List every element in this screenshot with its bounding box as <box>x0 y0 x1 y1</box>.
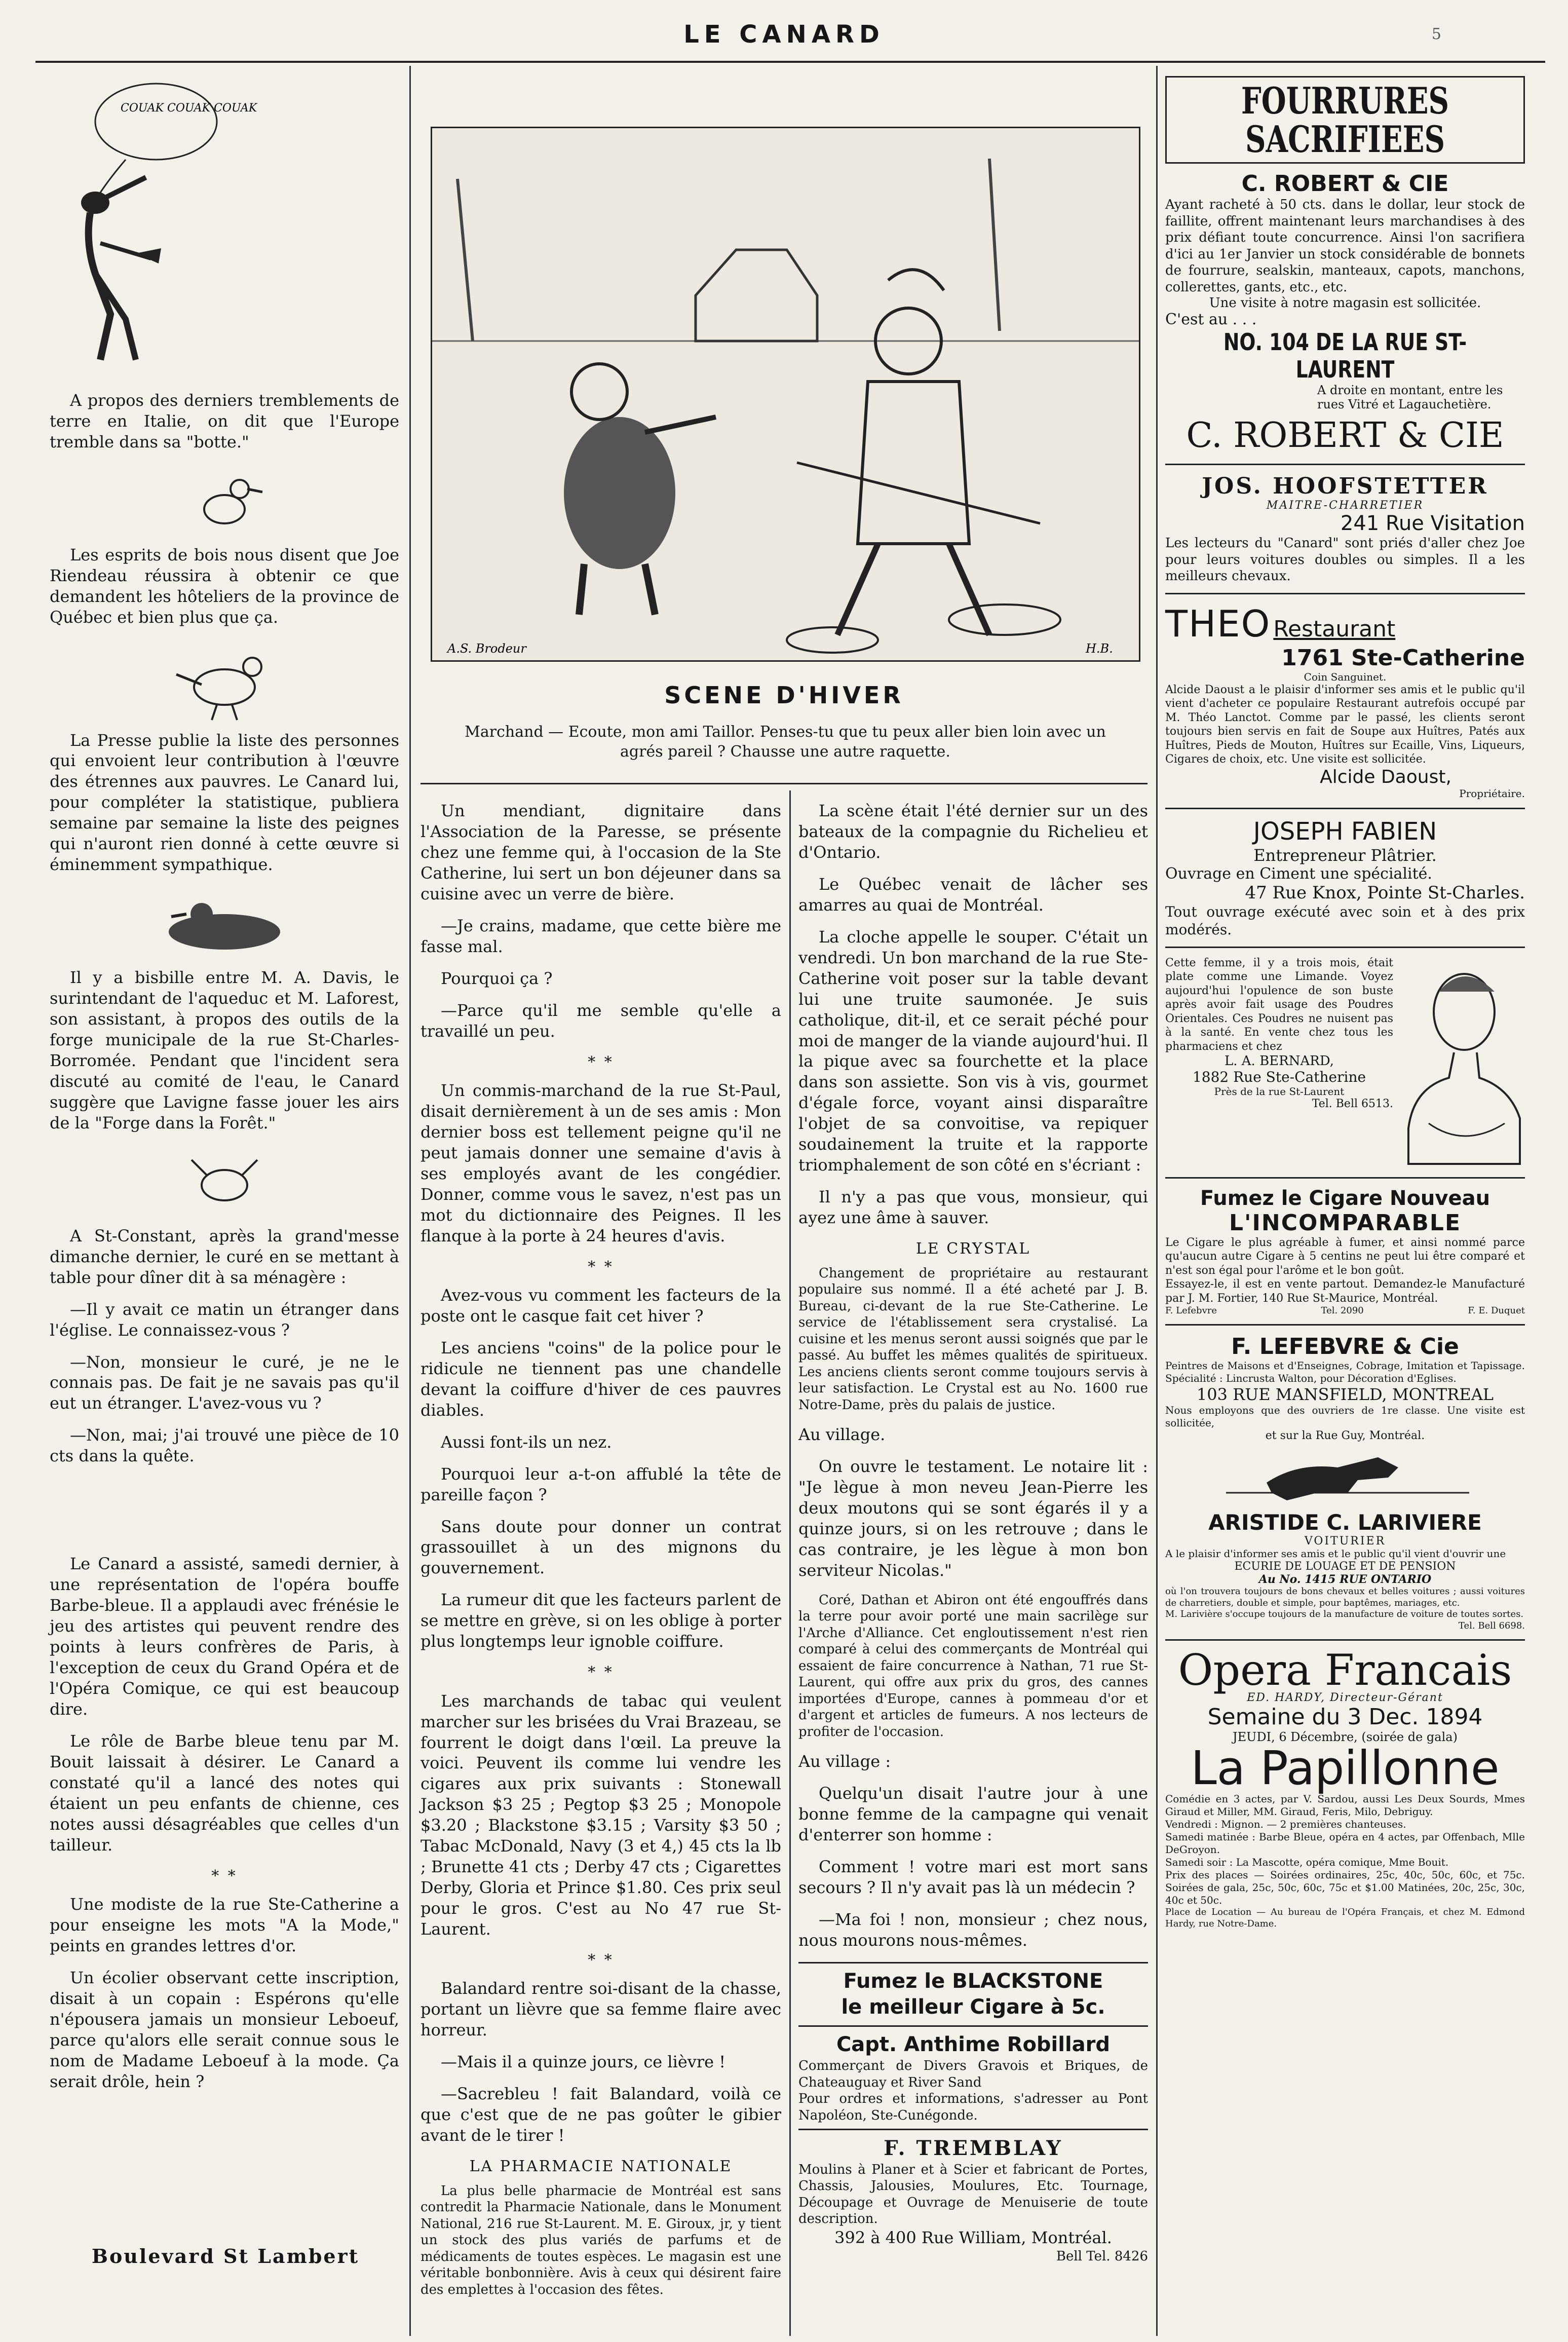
col1-paragraph-10: Le rôle de Barbe bleue tenu par M. Bouit laissait à désirer. Le Canard a constaté qu'il a lancé des notes qui étaient un peu enfants de chienne, ces notes aussi désagréables que celles d'un tailleur. <box>50 1731 399 1855</box>
ad-opera-play: La Papillonne <box>1191 1741 1500 1795</box>
ad-lariviere-text-3: M. Larivière s'occupe toujours de la manufacture de voiture de toutes sortes. <box>1165 1609 1524 1620</box>
ad-lariviere-subtitle: VOITURIER <box>1304 1535 1386 1548</box>
artist-signature-right: H.B. <box>1086 641 1113 656</box>
ad-theo-text: Alcide Daoust a le plaisir d'informer ses amis et le public qu'il vient d'acheter ce populaire Restaurant autrefois occupé par M. Théo Lanctot. Comme par le passé, les clients seront toujours bien servis en fait de Soupe aux Huîtres, Patés aux Huîtres, Pieds de Mouton, Huîtres sur Ecaille, Vins, Liqueurs, Cigares de choix, etc. Une visite est sollicitée. <box>1165 683 1525 766</box>
ad-cigare-line-1: Fumez le Cigare Nouveau <box>1200 1186 1490 1210</box>
masthead-title: LE CANARD <box>683 20 885 49</box>
ad-opera-text-5: Prix des places — Soirées ordinaires, 25c, 40c, 50c, 60c, et 75c. Soirées de gala, 25c, 50c, 60c, 75c et $1.00 Matinées, 20c, 25c, 30c, 40c et 50c. <box>1165 1869 1525 1907</box>
ad-robillard-title: Capt. Anthime Robillard <box>836 2033 1111 2057</box>
col1-paragraph-9: Le Canard a assisté, samedi dernier, à une représentation de l'opéra bouffe Barbe-bleue. Il a applaudi avec frénésie le jeu des artistes qui peuvent rendre des points à leurs confrères de Paris, à l'exception de ceux du Grand Opéra et de l'Opéra Comique, ce qui est beaucoup dire. <box>50 1554 399 1719</box>
col2-paragraph-11: La rumeur dit que les facteurs parlent de se mettre en grève, si on les oblige à porter plus longtemps leur ignoble coiffure. <box>420 1590 781 1651</box>
footer-boulevard: Boulevard St Lambert <box>91 2245 360 2268</box>
ad-opera-text-2: Vendredi : Mignon. — 2 premières chanteuses. <box>1165 1818 1406 1831</box>
column-rule-2 <box>789 790 791 2336</box>
ad-fourrures-title: FOURRURES SACRIFIEES <box>1241 79 1449 161</box>
ad-separator <box>1165 1639 1525 1641</box>
column-3 <box>798 801 1148 2270</box>
ad-lefebvre-text-2: Nous employons que des ouvriers de 1re classe. Une visite est sollicitée, <box>1165 1404 1525 1429</box>
col1-paragraph-2: Les esprits de bois nous disent que Joe Riendeau réussira à obtenir ce que demandent les hôteliers de la province de Québec et bien plus que ça. <box>50 545 399 627</box>
ad-fabien-title: JOSEPH FABIEN <box>1253 817 1437 846</box>
ad-separator <box>1165 593 1525 594</box>
ad-opera-week: Semaine du 3 Dec. 1894 <box>1207 1704 1483 1730</box>
ad-opera-date: JEUDI, 6 Décembre, (soirée de gala) <box>1233 1729 1458 1744</box>
winter-scene-illustration <box>431 127 1140 662</box>
separator-asterism: * * <box>211 1867 238 1885</box>
ad-lefebvre-text: Peintres de Maisons et d'Enseignes, Cobrage, Imitation et Tapissage. Spécialité : Lincrusta Walton, pour Décoration d'Eglises. <box>1165 1359 1525 1385</box>
ad-cigare-text: Le Cigare le plus agréable à fumer, et ainsi nommé parce qu'aucun autre Cigare à 5 centins ne peut lui être comparé et n'est son égal pour l'arôme et le bon goût. <box>1165 1236 1525 1277</box>
ad-tremblay-tel: Bell Tel. 8426 <box>1056 2248 1148 2264</box>
ad-bernard-address: 1882 Rue Ste-Catherine <box>1192 1069 1366 1086</box>
column-rule-3 <box>1156 66 1158 2336</box>
col2-paragraph-8: Aussi font-ils un nez. <box>441 1432 612 1452</box>
illustration-rule <box>420 783 1148 784</box>
col2-paragraph-10: Sans doute pour donner un contrat grassouillet à un des mignons du gouvernement. <box>420 1517 781 1578</box>
ad-cigare-line-2: L'INCOMPARABLE <box>1229 1210 1461 1236</box>
ad-jos-text: Les lecteurs du "Canard" sont priés d'aller chez Joe pour leurs voitures doubles ou simples. Il a les meilleurs chevaux. <box>1165 536 1525 584</box>
col3-paragraph-1: La scène était l'été dernier sur un des bateaux de la compagnie du Richelieu et d'Ontario. <box>798 801 1148 862</box>
ad-tremblay-title: F. TREMBLAY <box>884 2136 1063 2161</box>
column-1 <box>50 76 399 2103</box>
ad-robert-cest: C'est au . . . <box>1165 311 1257 329</box>
pharmacie-text: La plus belle pharmacie de Montréal est sans contredit la Pharmacie Nationale, dans le Monument National, 216 rue St-Laurent. M. E. Giroux, jr, y tient un stock des plus variés de parfums et de médicaments de toutes espèces. Le magasin est une véritable bonbonnière. Avis à ceux qui désirent faire des emplettes à l'occasion des fêtes. <box>420 2183 781 2297</box>
ad-opera-title: Opera Francais <box>1178 1645 1512 1695</box>
ad-lefebvre-title: F. LEFEBVRE & Cie <box>1231 1334 1459 1360</box>
col2-paragraph-15: —Sacrebleu ! fait Balandard, voilà ce que c'est que de ne pas goûter le gibier avant de le tirer ! <box>420 2084 781 2145</box>
ad-robert-address: NO. 104 DE LA RUE ST-LAURENT <box>1223 328 1467 384</box>
ad-robert-address-2: A droite en montant, entre les rues Vitré et Lagauchetière. <box>1317 383 1503 412</box>
ad-theo-address: 1761 Ste-Catherine <box>1281 645 1525 671</box>
col2-paragraph-9: Pourquoi leur a-t-on affublé la tête de pareille façon ? <box>420 1464 781 1504</box>
col3-paragraph-6: On ouvre le testament. Le notaire lit : "Je lègue à mon neveu Jean-Pierre les deux moutons qui se sont égarés il y a quinze jours, si on les retrouve ; dans le cas contraire, je les lègue à mon bon serviteur Nicolas." <box>798 1456 1148 1580</box>
col1-paragraph-1: A propos des derniers tremblements de terre en Italie, on dit que l'Europe tremble dans sa "botte." <box>50 390 399 451</box>
ad-theo-sign: Alcide Daoust, <box>1320 766 1451 787</box>
ad-fabien-subtitle: Entrepreneur Plâtrier. <box>1253 845 1437 865</box>
ad-robillard-text-2: Pour ordres et informations, s'adresser au Pont Napoléon, Ste-Cunégonde. <box>798 2091 1148 2123</box>
ad-fabien-text-2: Tout ouvrage exécuté avec soin et à des prix modérés. <box>1165 903 1525 938</box>
col3-paragraph-3: La cloche appelle le souper. C'était un vendredi. Un bon marchand de la rue Ste-Catherine voit poser sur la table devant lui une truite saumonée. Je suis catholique, dit-il, et ce serait péché pour moi de manger de la viande aujourd'hui. Il la pique avec sa fourchette et la place dans son assiette. Son vis à vis, gourmet d'égale force, voyant ainsi disparaître l'objet de sa convoitise, va repiquer soudainement la truite et la rapporte triomphalement de son côté en s'écriant : <box>798 927 1148 1175</box>
ad-separator <box>1165 808 1525 809</box>
col3-paragraph-11: —Ma foi ! non, monsieur ; chez nous, nous mourons nous-mêmes. <box>798 1909 1148 1950</box>
ad-fabien-address: 47 Rue Knox, Pointe St-Charles. <box>1245 882 1525 903</box>
ad-theo-corner: Coin Sanguinet. <box>1304 670 1387 683</box>
ad-cigare-right: F. E. Duquet <box>1468 1305 1525 1316</box>
separator-asterism: * * <box>588 1053 614 1071</box>
ad-lariviere-text: A le plaisir d'informer ses amis et le public qu'il vient d'ouvrir une <box>1165 1547 1506 1560</box>
ad-lariviere-title: ARISTIDE C. LARIVIERE <box>1208 1510 1482 1535</box>
ad-robert-name: C. ROBERT & CIE <box>1241 171 1449 197</box>
col2-paragraph-2: —Je crains, madame, que cette bière me fasse mal. <box>420 916 781 956</box>
column-rule-1 <box>409 66 411 2336</box>
ad-separator <box>1165 1324 1525 1326</box>
col1-paragraph-11: Une modiste de la rue Ste-Catherine a pour enseigne les mots "A la Mode," peints en grandes lettres d'or. <box>50 1895 399 1955</box>
ad-tremblay <box>798 2130 1148 2270</box>
duck-illustration-2 <box>50 886 399 962</box>
ad-cigare-left: F. Lefebvre <box>1165 1305 1217 1316</box>
ad-lariviere-subtitle-2: ECURIE DE LOUAGE ET DE PENSION <box>1234 1560 1456 1573</box>
col2-paragraph-1: Un mendiant, dignitaire dans l'Association de la Paresse, se présente chez une femme qui, à l'occasion de la Ste Catherine, lui sert un bon déjeuner dans sa cuisine avec un verre de bière. <box>420 801 781 903</box>
ad-opera-text-6: Place de Location — Au bureau de l'Opéra Français, et chez M. Edmond Hardy, rue Notre-Dame. <box>1165 1907 1525 1929</box>
ad-opera-director: ED. HARDY, Directeur-Gérant <box>1247 1691 1443 1704</box>
ad-opera-text-4: Samedi soir : La Mascotte, opéra comique, Mme Bouit. <box>1165 1856 1449 1869</box>
col1-paragraph-6: —Il y avait ce matin un étranger dans l'église. Le connaissez-vous ? <box>50 1299 399 1340</box>
crystal-text: Changement de propriétaire au restaurant populaire sus nommé. Il a été acheté par J. B. Bureau, ci-devant de la rue Ste-Catherine. Le service de l'établissement sera crystalisé. La cuisine et les menus seront aussi soignés que par le passé. Au buffet les mêmes qualités de spiritueux. Les anciens clients seront comme toujours servis à leur satisfaction. Le Crystal est au No. 1600 rue Notre-Dame, près du palais de justice. <box>798 1265 1148 1413</box>
ad-separator <box>1165 947 1525 948</box>
ad-lariviere-address: Au No. 1415 RUE ONTARIO <box>1258 1573 1432 1586</box>
page-number: 5 <box>1431 25 1441 43</box>
illustration-title: SCENE D'HIVER <box>664 682 904 709</box>
ad-blackstone-line-1: Fumez le BLACKSTONE <box>843 1969 1103 1993</box>
masthead-rule <box>35 61 1545 63</box>
ad-cigare-tel: Tel. 2090 <box>1321 1305 1364 1316</box>
ad-lefebvre-address: 103 RUE MANSFIELD, MONTREAL <box>1196 1385 1494 1405</box>
col3-paragraph-7: Coré, Dathan et Abiron ont été engouffrés dans la terre pour avoir porté une main sacrilège sur l'Arche d'Alliance. Cet engloutissement n'est rien comparé à celui des commerçants de Montréal qui essaient de faire concurrence à Nathan, 71 rue St-Laurent, qui offre aux prix du gros, des cannes importées d'Europe, cannes à pommeau d'or et d'argent et articles de fumeurs. A nos lecteurs de profiter de l'occasion. <box>798 1592 1148 1740</box>
col1-paragraph-3: La Presse publie la liste des personnes qui envoient leur contribution à l'œuvre des étrennes aux pauvres. Le Canard lui, pour compléter la statistique, publiera semaine par semaine la liste des peignes qui n'auront rien donné à cette œuvre si éminemment sympathique. <box>50 730 399 875</box>
ad-blackstone-line-2: le meilleur Cigare à 5c. <box>841 1995 1105 2019</box>
separator-asterism: * * <box>588 1664 614 1682</box>
winter-scene-drawing <box>432 128 1139 660</box>
ad-robert-visit: Une visite à notre magasin est sollicitée. <box>1209 295 1481 311</box>
ad-bernard <box>1165 956 1525 1169</box>
ad-separator <box>1165 464 1525 465</box>
ad-blackstone <box>798 1962 1148 2027</box>
ad-lariviere-tel: Tel. Bell 6698. <box>1458 1620 1525 1631</box>
col2-paragraph-3: Pourquoi ça ? <box>441 968 553 988</box>
ad-fabien-text: Ouvrage en Ciment une spécialité. <box>1165 864 1432 883</box>
crystal-title: LE CRYSTAL <box>915 1240 1031 1258</box>
duck-trumpet-illustration <box>50 76 399 385</box>
ad-opera-text: Comédie en 3 actes, par V. Sardou, aussi Les Deux Sourds, Mmes Giraud et Miller, MM. Giraud, Feris, Milo, Debriguy. <box>1165 1793 1525 1818</box>
col3-paragraph-4: Il n'y a pas que vous, monsieur, qui ayez une âme à sauver. <box>798 1187 1148 1228</box>
separator-asterism: * * <box>588 1951 614 1970</box>
ad-jos-address: 241 Rue Visitation <box>1340 512 1525 536</box>
ad-robillard <box>798 2027 1148 2130</box>
column-2 <box>420 801 781 2309</box>
col3-paragraph-5: Au village. <box>798 1425 886 1444</box>
ad-theo-title: THEO <box>1165 602 1271 645</box>
ad-bernard-tel: Tel. Bell 6513. <box>1312 1098 1393 1111</box>
col1-paragraph-5: A St-Constant, après la grand'messe dimanche dernier, le curé en se mettant à table pour dîner dit à sa ménagère : <box>50 1226 399 1287</box>
ad-lariviere-text-2: où l'on trouvera toujours de bons chevaux et belles voitures ; aussi voitures de charretiers, double et simple, pour baptêmes, mariages, etc. <box>1165 1586 1525 1608</box>
ad-tremblay-address: 392 à 400 Rue William, Montréal. <box>834 2227 1112 2247</box>
ad-theo-proprietaire: Propriétaire. <box>1459 787 1525 800</box>
ad-robert-text: Ayant racheté à 50 cts. dans le dollar, leur stock de faillite, offrent maintenant leurs marchandises à des prix défiant toute concurrence. Ainsi l'on sacrifiera d'ici au 1er Janvier un stock considérable de bonnets de fourrure, sealskin, manteaux, capots, manchons, collerettes, gants, etc., etc. <box>1165 197 1525 295</box>
col3-paragraph-10: Comment ! votre mari est mort sans secours ? Il n'y avait pas là un médecin ? <box>798 1857 1148 1897</box>
col2-paragraph-13: Balandard rentre soi-disant de la chasse, portant un lièvre que sa femme flaire avec horreur. <box>420 1979 781 2040</box>
separator-asterism: * * <box>588 1258 614 1276</box>
ad-robillard-text: Commerçant de Divers Gravois et Briques, de Chateauguay et River Sand <box>798 2058 1148 2090</box>
woman-bust-illustration <box>1393 956 1525 1169</box>
bird-illustration <box>50 639 399 725</box>
horse-icon <box>1165 1442 1525 1508</box>
col1-paragraph-7: —Non, monsieur le curé, je ne le connais pas. De fait je ne savais pas qu'il eut un étranger. L'avez-vous vu ? <box>50 1352 399 1413</box>
ad-jos-subtitle: MAITRE-CHARRETIER <box>1266 499 1424 512</box>
ad-opera-text-3: Samedi matinée : Barbe Bleue, opéra en 4 actes, par Offenbach, Mlle DeGroyon. <box>1165 1831 1525 1856</box>
ad-cigare-names <box>1165 1305 1525 1316</box>
col2-paragraph-4: —Parce qu'il me semble qu'elle a travaillé un peu. <box>420 1000 781 1041</box>
col2-paragraph-6: Avez-vous vu comment les facteurs de la poste ont le casque fait cet hiver ? <box>420 1285 781 1326</box>
ad-tremblay-text: Moulins à Planer et à Scier et fabricant de Portes, Chassis, Jalousies, Moulures, Etc. Tournage, Découpage et Ouvrage de Menuiserie de toute description. <box>798 2162 1148 2227</box>
col2-paragraph-7: Les anciens "coins" de la police pour le ridicule ne tiennent pas une chandelle devant la coiffure d'hiver de ces pauvres diables. <box>420 1338 781 1420</box>
ad-lefebvre-text-3: et sur la Rue Guy, Montréal. <box>1265 1429 1425 1443</box>
col3-paragraph-8: Au village : <box>798 1752 891 1771</box>
col3-paragraph-9: Quelqu'un disait l'autre jour à une bonne femme de la campagne qui venait d'enterrer son homme : <box>798 1784 1148 1845</box>
col1-paragraph-8: —Non, mai; j'ai trouvé une pièce de 10 cts dans la quête. <box>50 1425 399 1466</box>
col1-paragraph-12: Un écolier observant cette inscription, disait à un copain : Espérons qu'elle n'épousera jamais un monsieur Leboeuf, parce qu'alors elle serait connue sous le nom de Madame Leboeuf à la mode. Ça serait drôle, hein ? <box>50 1968 399 2091</box>
duck-illustration-1 <box>50 464 399 540</box>
ad-bernard-name: L. A. BERNARD, <box>1224 1053 1334 1069</box>
bird-speech-text: COUAK COUAK COUAK <box>121 102 257 115</box>
column-4-ads <box>1165 76 1525 1930</box>
ad-jos-title: JOS. HOOFSTETTER <box>1202 473 1488 500</box>
ad-bernard-address-2: Près de la rue St-Laurent <box>1214 1085 1345 1098</box>
ad-separator <box>1165 1177 1525 1179</box>
artist-signature-left: A.S. Brodeur <box>447 641 526 656</box>
ad-theo-subtitle: Restaurant <box>1273 616 1396 642</box>
ad-bernard-text: Cette femme, il y a trois mois, était plate comme une Limande. Voyez aujourd'hui l'opulence de son buste après avoir fait usage des Poudres Orientales. Ces Poudres ne nuisent pas à la santé. En vente chez tous les pharmaciens et chez <box>1165 956 1393 1053</box>
col1-paragraph-4: Il y a bisbille entre M. A. Davis, le surintendant de l'aqueduc et M. Laforest, son assistant, à propos des outils de la forge municipale de la rue St-Charles-Borromée. Pendant que l'incident sera discuté au comité de l'eau, le Canard suggère que Lavigne fasse jouer les airs de la "Forge dans la Forêt." <box>50 968 399 1132</box>
ad-fourrures <box>1165 76 1525 164</box>
col2-paragraph-5: Un commis-marchand de la rue St-Paul, disait dernièrement à un de ses amis : Mon dernier boss est tellement peigne qu'il ne peut jamais donner une semaine d'avis à ses employés avant de les congédier. Donner, comme vous le savez, n'est pas un mot du dictionnaire des Peignes. Il les flanque à la porte à 24 heures d'avis. <box>420 1080 781 1245</box>
illustration-caption: Marchand — Ecoute, mon ami Taillor. Penses-tu que tu peux aller bien loin avec un agrés pareil ? Chausse une autre raquette. <box>465 723 1106 761</box>
col2-paragraph-14: —Mais il a quinze jours, ce lièvre ! <box>441 2052 726 2072</box>
pharmacie-title: LA PHARMACIE NATIONALE <box>469 2158 733 2176</box>
col3-paragraph-2: Le Québec venait de lâcher ses amarres au quai de Montréal. <box>798 874 1148 915</box>
ad-cigare-text-2: Essayez-le, il est en vente partout. Demandez-le Manufacturé par J. M. Fortier, 140 Rue St-Maurice, Montréal. <box>1165 1278 1525 1305</box>
ad-robert-logo: C. ROBERT & CIE <box>1186 415 1504 456</box>
col2-paragraph-12: Les marchands de tabac qui veulent marcher sur les brisées du Vrai Brazeau, se fourrent le doigt dans l'œil. La preuve la voici. Peuvent ils comme lui vendre les cigares aux prix suivants : Stonewall Jackson $3 25 ; Pegtop $3 25 ; Monopole $3.20 ; Blackstone $3.15 ; Varsity $3 50 ; Tabac McDonald, Navy (3 et 4,) 45 cts la lb ; Brunette 41 cts ; Derby 47 cts ; Cigarettes Derby, Gloria et Prince $1.80. Ces prix seul pour le gros. C'est au No 47 rue St-Laurent. <box>420 1691 781 1939</box>
flying-duck-illustration <box>50 1145 399 1221</box>
